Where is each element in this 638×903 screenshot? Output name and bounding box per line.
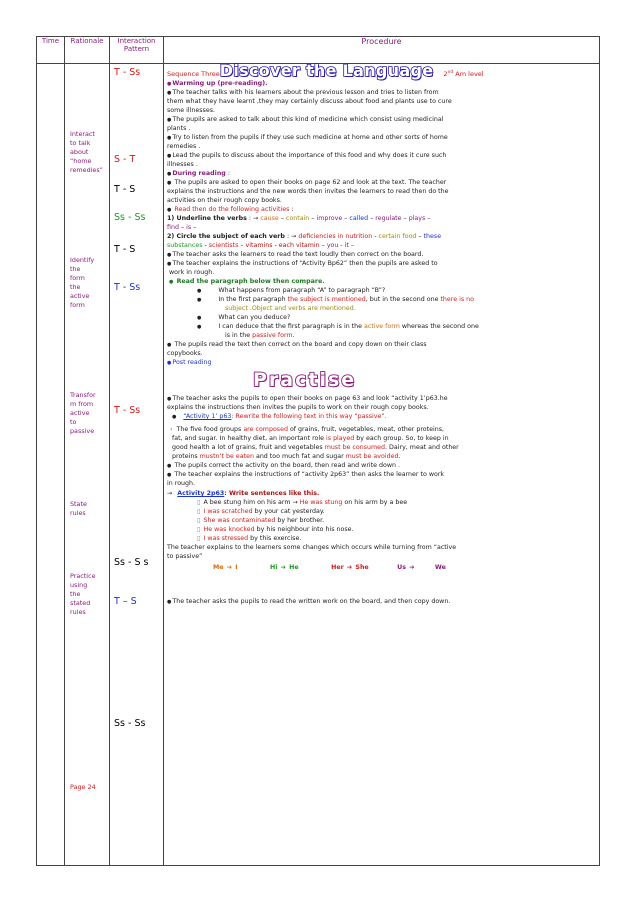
read-then-colon: : xyxy=(289,206,294,213)
rationale-line: about xyxy=(70,148,89,156)
highlight-text: are composed xyxy=(243,426,288,433)
rationale-line: State xyxy=(70,500,87,508)
time-cell xyxy=(37,64,65,866)
rationale-line: rules xyxy=(70,608,86,616)
rationale-line: Practice xyxy=(70,572,96,580)
pronoun: Hi xyxy=(269,564,278,571)
procedure-line: ● The teacher asks the pupils to read the written work on the board, and then copy down. xyxy=(167,598,596,607)
chevron-icon: ‹ xyxy=(170,426,173,433)
procedure-line: in rough. xyxy=(167,480,196,487)
bullet-icon xyxy=(197,296,202,303)
rationale-line: passive xyxy=(70,427,95,435)
activity-text: The five food groups xyxy=(176,426,244,433)
procedure-line: activities on their rough copy books. xyxy=(167,197,282,204)
sentence-line xyxy=(167,499,596,508)
rationale-line: stated xyxy=(70,599,91,607)
activity-text-line xyxy=(167,435,596,444)
activity-text: good health a lot of grains, fruit and vegetables xyxy=(172,444,325,451)
procedure-line: them what they have learnt ,they may certainly discuss about food and plants use to cure xyxy=(167,98,452,105)
procedure-line: ● The pupils are asked to talk about this kind of medicine which consist using medicinal xyxy=(167,116,596,125)
interaction-header: Interaction Pattern xyxy=(110,37,164,64)
time-header: Time xyxy=(37,37,65,64)
interaction-pattern: T - S xyxy=(114,244,136,255)
verbs-line-2: find – is – xyxy=(167,224,197,231)
practise-title: Practise xyxy=(253,370,357,391)
post-reading: ● Post reading xyxy=(167,359,596,368)
activity-1-instruction: : Rewrite the following text in this way “passive”. xyxy=(231,413,387,420)
activity-text: . xyxy=(398,453,401,460)
highlight-text: the subject is mentioned xyxy=(287,296,366,303)
verb: cause xyxy=(260,215,279,222)
bullet-icon xyxy=(197,314,202,321)
bullet-icon xyxy=(197,323,202,330)
rationale-line: “home xyxy=(70,157,92,165)
interaction-pattern: T – S xyxy=(114,596,137,607)
procedure-line: copybooks. xyxy=(167,350,203,357)
question-line xyxy=(167,323,596,332)
procedure-line: explains the instructions and the new words then invites the learners to read then do the xyxy=(167,188,449,195)
read-then-line xyxy=(167,206,596,215)
during-reading xyxy=(167,170,596,179)
rationale-line: Transfor xyxy=(70,391,96,399)
procedure-line: ● The teacher asks the learners to read the text loudly then correct on the board. xyxy=(167,251,596,260)
interaction-pattern: T - Ss xyxy=(114,67,141,78)
warming-up: ● Warming up (pre-reading). xyxy=(167,80,596,89)
sentence-text: on his arm by a bee xyxy=(342,499,408,506)
rationale-line: form xyxy=(70,274,85,282)
highlight-text: I was scratched xyxy=(203,508,253,515)
sequence-label: Sequence Three xyxy=(167,70,220,78)
highlight-text: He was knocked xyxy=(203,526,255,533)
sentence-line xyxy=(167,526,596,535)
sentence-text: by her brother. xyxy=(275,517,325,524)
highlight-text: I was stressed xyxy=(203,535,249,542)
verb: contain xyxy=(285,215,310,222)
underline-verbs-line: 1) Underline the verbs : → cause – contain – improve – called – regulate – plays – xyxy=(167,215,431,222)
rationale-line: to talk xyxy=(70,139,91,147)
subject: substances xyxy=(167,242,203,249)
activity-text: . Dairy, meat and other xyxy=(385,444,459,451)
verb: called xyxy=(349,215,369,222)
procedure-line: ● Lead the pupils to discuss about the importance of this food and why does it cure such xyxy=(167,152,596,161)
box-icon: ▯ xyxy=(197,499,201,506)
procedure-line: ● Try to listen from the pupils if they use such medicine at home and other sorts of home xyxy=(167,134,596,143)
activity-text-line xyxy=(167,453,596,462)
verb: regulate xyxy=(375,215,402,222)
activity-text: of grains, fruit, vegetables, meat, other proteins, xyxy=(287,426,444,433)
subject: certain food xyxy=(378,233,417,240)
pronoun: Her xyxy=(331,564,344,571)
rationale-line: to xyxy=(70,418,77,426)
procedure-line: The teacher explains to the learners some changes which occurs while turning from “active xyxy=(167,544,457,551)
activity-1-line xyxy=(167,413,596,422)
highlight-text: is played xyxy=(326,435,355,442)
box-icon: ▯ xyxy=(197,535,201,542)
arrow-icon: : → xyxy=(246,215,261,222)
pronoun: We xyxy=(434,564,446,571)
procedure-cell xyxy=(164,61,600,866)
box-icon: ▯ xyxy=(197,517,201,524)
verb: find xyxy=(167,224,179,231)
interaction-pattern: T - Ss xyxy=(114,405,141,416)
box-icon: ▯ xyxy=(197,508,201,515)
during-reading-label: During reading xyxy=(172,170,226,177)
circle-subject-line: 2) Circle the subject of each verb : → deficiencies in nutrition - certain food – these xyxy=(167,233,442,240)
rationale-header: Rationale xyxy=(65,37,110,64)
bullet-icon xyxy=(197,287,202,294)
procedure-line: illnesses . xyxy=(167,161,198,168)
procedure-line: to passive” xyxy=(167,553,203,560)
rationale-line: the xyxy=(70,590,81,598)
question-text: I can deduce that the first paragraph is in the xyxy=(218,323,365,330)
question-line xyxy=(167,314,596,323)
question: What can you deduce? xyxy=(218,314,291,321)
highlight-text: active form xyxy=(364,323,400,330)
subject: you xyxy=(326,242,339,249)
rationale-line: the xyxy=(70,283,81,291)
question-text: whereas the second one xyxy=(399,323,479,330)
subject: scientists xyxy=(208,242,239,249)
lesson-plan-page xyxy=(36,36,600,866)
rationale-line: active xyxy=(70,409,90,417)
activity-text: proteins xyxy=(172,453,200,460)
verb: plays xyxy=(408,215,426,222)
subject: deficiencies in nutrition xyxy=(298,233,373,240)
pronoun: He xyxy=(289,564,299,571)
rationale-line: form xyxy=(70,301,85,309)
practise-heading xyxy=(167,370,596,395)
activity-text: by each group. So, to keep in xyxy=(354,435,449,442)
procedure-line: ● The teacher asks the pupils to open their books on page 63 and look “activity 1’p63.he xyxy=(167,395,596,404)
activity-text-line xyxy=(167,444,596,453)
activity-2-instruction: : Write sentences like this. xyxy=(224,490,320,497)
level-number: 2 xyxy=(443,70,448,78)
procedure-line: ● The teacher talks with his learners about the previous lesson and tries to listen from xyxy=(167,89,596,98)
during-reading-colon: : xyxy=(225,170,230,177)
interaction-pattern: Ss - Ss xyxy=(114,718,146,729)
pronoun-line xyxy=(167,564,596,573)
highlight-text: must be consumed xyxy=(324,444,386,451)
read-paragraph: ● Read the paragraph below then compare. xyxy=(167,278,596,287)
circle-label: 2) Circle the subject of each verb xyxy=(167,233,285,240)
interaction-pattern: T - Ss xyxy=(114,282,141,293)
procedure-line: remedies . xyxy=(167,143,201,150)
sentence-text: by this exercise. xyxy=(248,535,302,542)
pronoun: I xyxy=(235,564,238,571)
arrow-icon: ➔ xyxy=(226,564,233,571)
sentence-line xyxy=(167,508,596,517)
rationale-line: Identify xyxy=(70,256,95,264)
highlight-text: passive form xyxy=(252,332,293,339)
procedure-line: work in rough. xyxy=(169,269,215,276)
activity-2-line xyxy=(167,490,596,499)
interaction-pattern: Ss - Ss xyxy=(114,212,146,223)
question-text: is in the xyxy=(225,332,253,339)
procedure-line: ● The teacher explains the instructions of “Activity Bp62” then the pupils are asked to xyxy=(167,260,596,269)
rationale-line: active xyxy=(70,292,90,300)
question-text: , but in the second one xyxy=(365,296,441,303)
question-text: . xyxy=(292,332,295,339)
pronoun: She xyxy=(355,564,369,571)
sentence-text: A bee stung him on his arm → xyxy=(203,499,300,506)
arrow-icon: ➔ xyxy=(346,564,353,571)
level-text: Am level xyxy=(453,70,484,78)
lesson-plan-table xyxy=(36,36,600,866)
interaction-pattern: T - S xyxy=(114,184,136,195)
page-number: Page 24 xyxy=(70,783,96,791)
highlight-text: He was stung xyxy=(299,499,343,506)
pronoun: Us xyxy=(397,564,406,571)
procedure-line: ● The pupils correct the activity on the board, then read and write down . xyxy=(167,462,596,471)
question-continuation xyxy=(167,332,596,341)
arrow-icon: : → xyxy=(284,233,299,240)
rationale-line: m from xyxy=(70,400,94,408)
sentence-text: by his neighbour into his nose. xyxy=(254,526,354,533)
interaction-pattern: S - T xyxy=(114,154,136,165)
procedure-line: some illnesses. xyxy=(167,107,215,114)
subject: each vitamin xyxy=(278,242,320,249)
subjects-line-2: substances - scientists – vitamins - each vitamin – you - it – xyxy=(167,242,355,249)
highlight-text: She was contaminated xyxy=(203,517,276,524)
question: What happens from paragraph “A” to paragraph “B”? xyxy=(218,287,386,294)
arrow-icon: ➔ xyxy=(409,564,415,571)
procedure-line: ● The pupils read the text then correct on the board and copy down on their class xyxy=(167,341,596,350)
arrow-icon: ➔ xyxy=(280,564,286,571)
rationale-line: remedies” xyxy=(70,166,103,174)
procedure-line: plants . xyxy=(167,125,191,132)
sentence-line xyxy=(167,517,596,526)
bullet-icon xyxy=(172,413,177,420)
pronoun: Me xyxy=(213,564,224,571)
underline-label: 1) Underline the verbs xyxy=(167,215,247,222)
procedure-line: explains the instructions then invites the pupils to work on their rough copy books. xyxy=(167,404,429,411)
subject: vitamins xyxy=(245,242,273,249)
highlight-text: must be avoided xyxy=(345,453,399,460)
question-line xyxy=(167,296,596,305)
question-line xyxy=(167,287,596,296)
subject: these xyxy=(423,233,442,240)
arrow-icon: → xyxy=(167,490,175,497)
activity-1-label: “Activity 1’ p63 xyxy=(183,413,232,420)
activity-text-line xyxy=(167,426,596,435)
level-suffix: nd xyxy=(447,69,454,75)
procedure-line: ● The teacher explains the instructions of “activity 2p63” then asks the learner to work xyxy=(167,471,596,480)
read-then-label: Read then do the following activities xyxy=(172,206,290,213)
rationale-line: rules xyxy=(70,509,86,517)
rationale-cell xyxy=(65,64,110,866)
interaction-pattern: Ss - S s xyxy=(114,557,149,568)
activity-text: and too much fat and sugar xyxy=(253,453,346,460)
rationale-line: the xyxy=(70,265,81,273)
discover-title: Discover the Language xyxy=(219,61,434,80)
interaction-cell xyxy=(110,64,164,866)
highlight-text: mustn’t be eaten xyxy=(199,453,254,460)
sentence-line xyxy=(167,535,596,544)
rationale-line: Interact xyxy=(70,130,95,138)
question-text: In the first paragraph xyxy=(218,296,288,303)
rationale-line: using xyxy=(70,581,88,589)
verb: improve xyxy=(316,215,343,222)
table-body-row xyxy=(37,64,600,866)
box-icon: ▯ xyxy=(197,526,201,533)
subject: it xyxy=(344,242,349,249)
highlight-text: there is no xyxy=(440,296,474,303)
sentence-text: by your cat yesterday. xyxy=(252,508,325,515)
verb: is xyxy=(186,224,192,231)
procedure-line: ● The pupils are asked to open their books on page 62 and look at the text. The teacher xyxy=(167,179,596,188)
procedure-header: Procedure xyxy=(164,37,600,64)
activity-text: fat, and sugar. In healthy diet, an important role xyxy=(172,435,327,442)
activity-2-label: Activity 2p63 xyxy=(177,490,225,497)
question-continuation: subject .Object and verbs are mentioned. xyxy=(225,305,356,312)
